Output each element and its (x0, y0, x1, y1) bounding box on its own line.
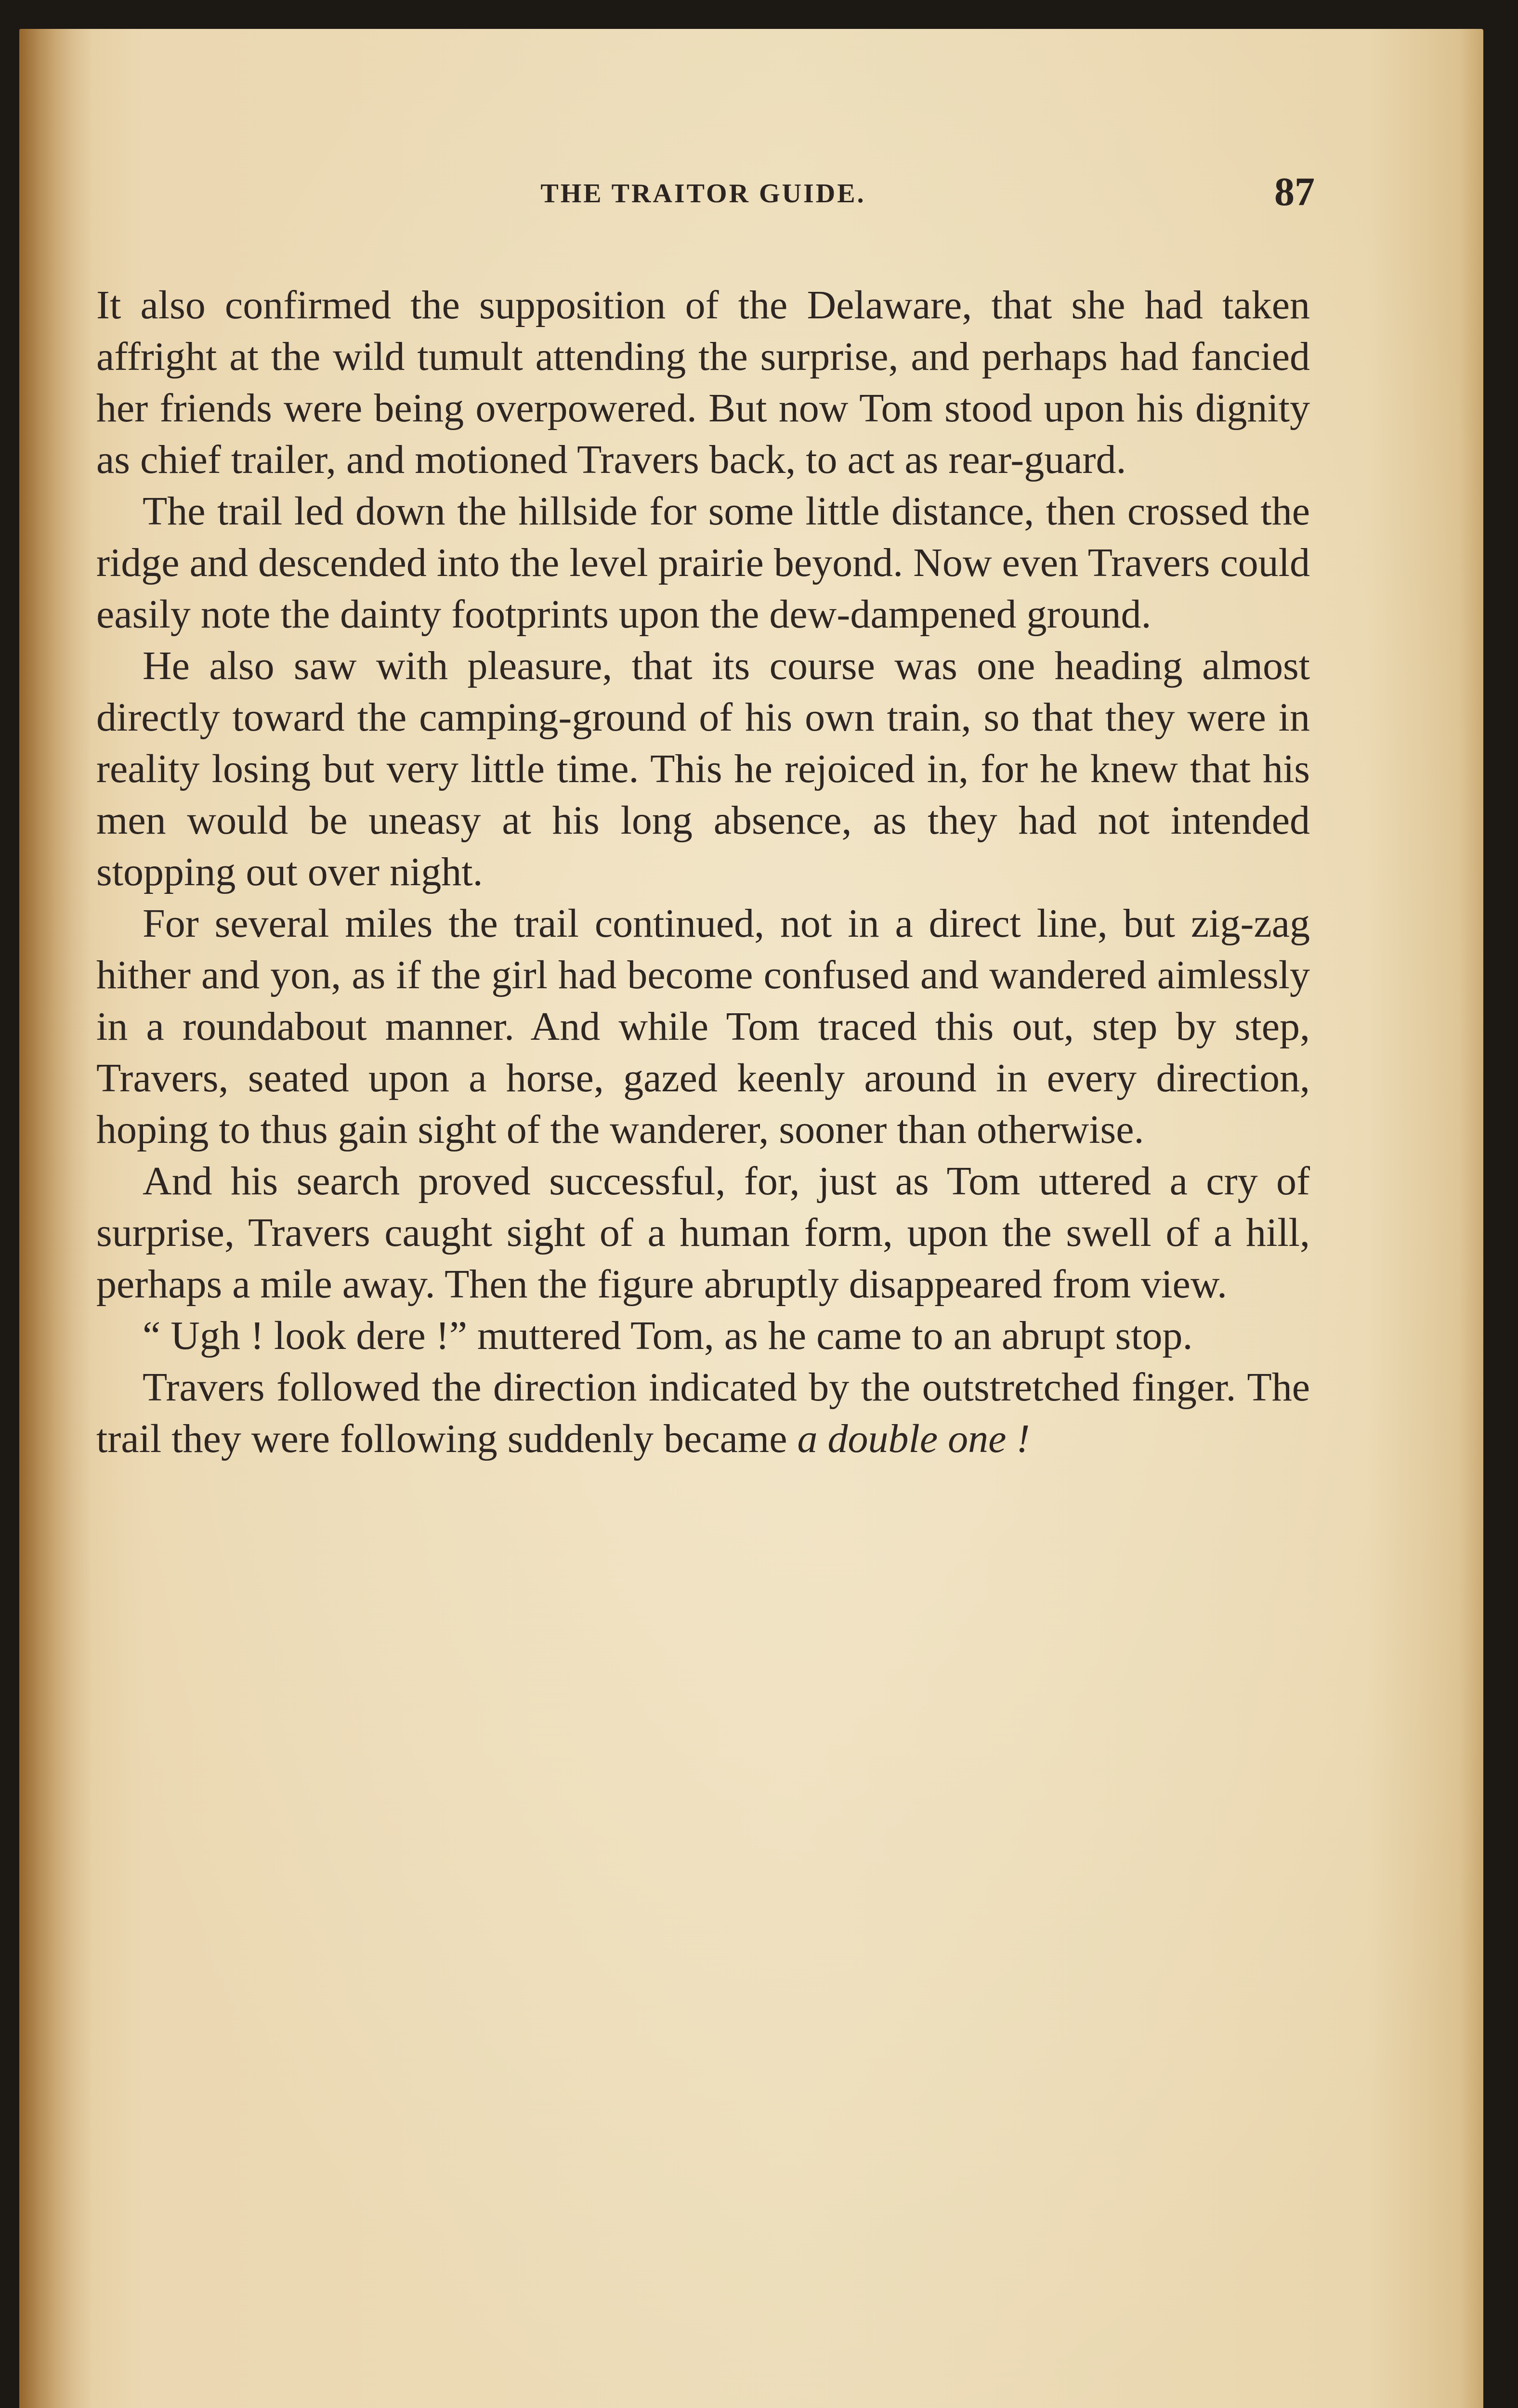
paragraph: For several miles the trail continued, not in a direct line, but zig-zag hither and yon, as if the girl had become confused and wandered aimlessly in a roundabout manner. And while Tom traced this out, step by step, Travers, seated upon a horse, gazed keenly around in every direction, hoping to thus gain sight of the wanderer, sooner than otherwise. (96, 901, 1310, 1152)
page-number: 87 (1274, 170, 1315, 214)
paragraph: And his search proved successful, for, just as Tom uttered a cry of surprise, Travers caught sight of a human form, upon the swell of a hill, perhaps a mile away. Then the figure abruptly disappeared from view. (96, 1159, 1310, 1307)
paragraph: He also saw with pleasure, that its course was one heading almost directly toward the camping-ground of his own train, so that they were in reality losing but very little time. This he rejoiced in, for he knew that his men would be uneasy at his long absence, as they had not intended stopping out over night. (96, 643, 1310, 894)
running-title: THE TRAITOR GUIDE. (540, 179, 866, 209)
page-header (96, 159, 1315, 226)
spine-shadow (19, 29, 92, 2408)
paragraph: “ Ugh ! look dere !” muttered Tom, as he came to an abrupt stop. (143, 1313, 1193, 1358)
body-text (96, 279, 1310, 1465)
paragraph: The trail led down the hillside for some little distance, then crossed the ridge and descended into the level prairie beyond. Now even Travers could easily note the dainty footprints upon the dew-dampened ground. (96, 489, 1310, 637)
paragraph-final (96, 1361, 1310, 1465)
book-page (19, 29, 1483, 2408)
paragraph: It also confirmed the supposition of the Delaware, that she had taken affright at the wild tumult attending the surprise, and perhaps had fancied her friends were being overpowered. But now Tom stood upon his dignity as chief trailer, and motioned Travers back, to act as rear-guard. (96, 283, 1310, 482)
paragraph-final-text: Travers followed the direction indicated by the outstretched finger. The trail they were following suddenly became (96, 1365, 1310, 1461)
emphasis-text: a double one ! (797, 1416, 1030, 1461)
